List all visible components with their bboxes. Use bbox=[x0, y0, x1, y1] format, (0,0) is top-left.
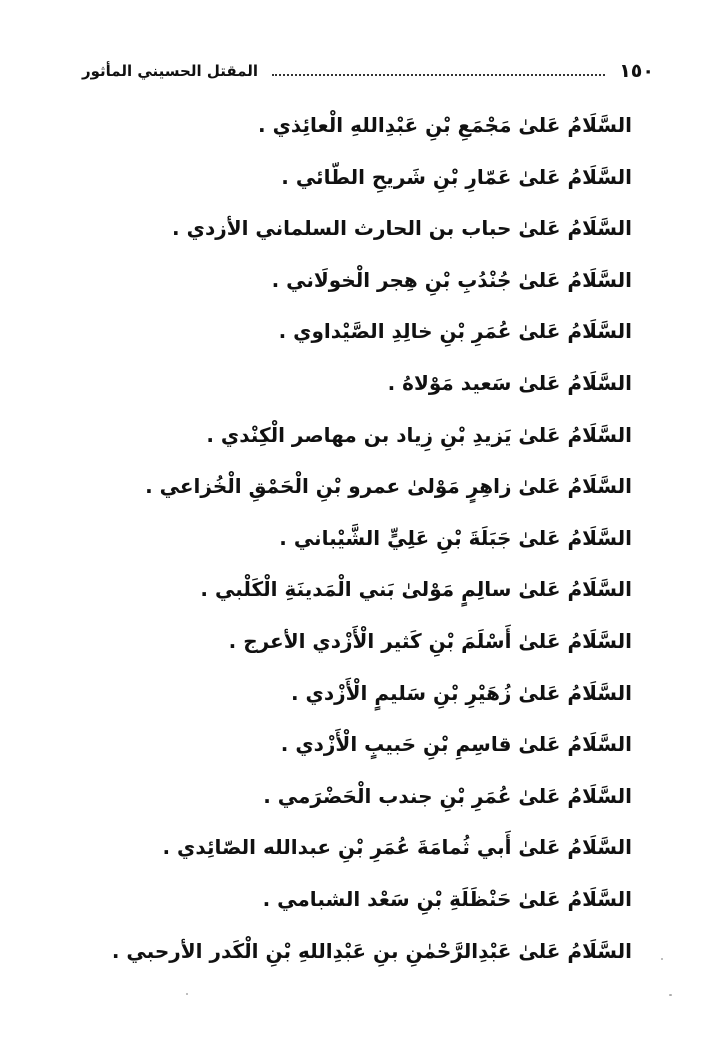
salutation-line: السَّلَامُ عَلىٰ زاهِرٍ مَوْلىٰ عمرو بْنِ الْحَمْقِ الْخُزاعي . bbox=[145, 474, 632, 499]
salutation-line: السَّلَامُ عَلىٰ أَبي ثُمامَةَ عُمَرِ بْنِ عبدالله الصّائِدي . bbox=[162, 835, 632, 860]
salutation-line: السَّلَامُ عَلىٰ جُنْدُبِ بْنِ هِجر الْخولَاني . bbox=[271, 267, 632, 292]
salutation-list bbox=[112, 100, 632, 977]
salutation-line: السَّلَامُ عَلىٰ سَعيد مَوْلاهُ . bbox=[387, 370, 632, 395]
salutation-line: السَّلَامُ عَلىٰ يَزيدِ بْنِ زِياد بن مهاصر الْكِنْدي . bbox=[206, 422, 632, 447]
page-header bbox=[82, 56, 654, 86]
scan-speck bbox=[186, 993, 188, 995]
salutation-line: السَّلَامُ عَلىٰ عَمّارِ بْنِ شَريحِ الطّائي . bbox=[281, 164, 632, 189]
salutation-line: السَّلَامُ عَلىٰ عُمَرِ بْنِ جندب الْحَضْرَمي . bbox=[263, 783, 632, 808]
salutation-line: السَّلَامُ عَلىٰ حباب بن الحارث السلماني الأزدي . bbox=[172, 216, 632, 241]
scan-speck bbox=[661, 958, 663, 960]
salutation-line: السَّلَامُ عَلىٰ جَبَلَةَ بْنِ عَلِيٍّ الشَّيْباني . bbox=[279, 525, 632, 550]
salutation-line: السَّلَامُ عَلىٰ سالِمٍ مَوْلىٰ بَني الْمَدينَةِ الْكَلْبي . bbox=[200, 577, 632, 602]
header-dotted-leader bbox=[272, 74, 605, 76]
book-title: المقتل الحسيني المأثور bbox=[82, 62, 258, 80]
salutation-line: السَّلَامُ عَلىٰ قاسِمِ بْنِ حَبيبٍ الْأَزْدي . bbox=[280, 732, 632, 757]
scan-speck bbox=[669, 994, 672, 996]
salutation-line: السَّلَامُ عَلىٰ أَسْلَمَ بْنِ كَثير الْأَزْدي الأعرج . bbox=[228, 628, 632, 653]
page-number: ١٥٠ bbox=[619, 60, 654, 82]
salutation-line: السَّلَامُ عَلىٰ حَنْظَلَةِ بْنِ سَعْد الشبامي . bbox=[262, 886, 632, 911]
salutation-line: السَّلَامُ عَلىٰ عَبْدِالرَّحْمٰنِ بنِ عَبْدِاللهِ بْنِ الْكَدر الأرحبي . bbox=[111, 938, 632, 963]
salutation-line: السَّلَامُ عَلىٰ زُهَيْرِ بْنِ سَليمٍ الْأَزْدي . bbox=[290, 680, 632, 705]
salutation-line: السَّلَامُ عَلىٰ عُمَرِ بْنِ خالِدِ الصَّيْداوي . bbox=[278, 319, 632, 344]
salutation-line: السَّلَامُ عَلىٰ مَجْمَعِ بْنِ عَبْدِاللهِ الْعائِذي . bbox=[258, 113, 632, 137]
